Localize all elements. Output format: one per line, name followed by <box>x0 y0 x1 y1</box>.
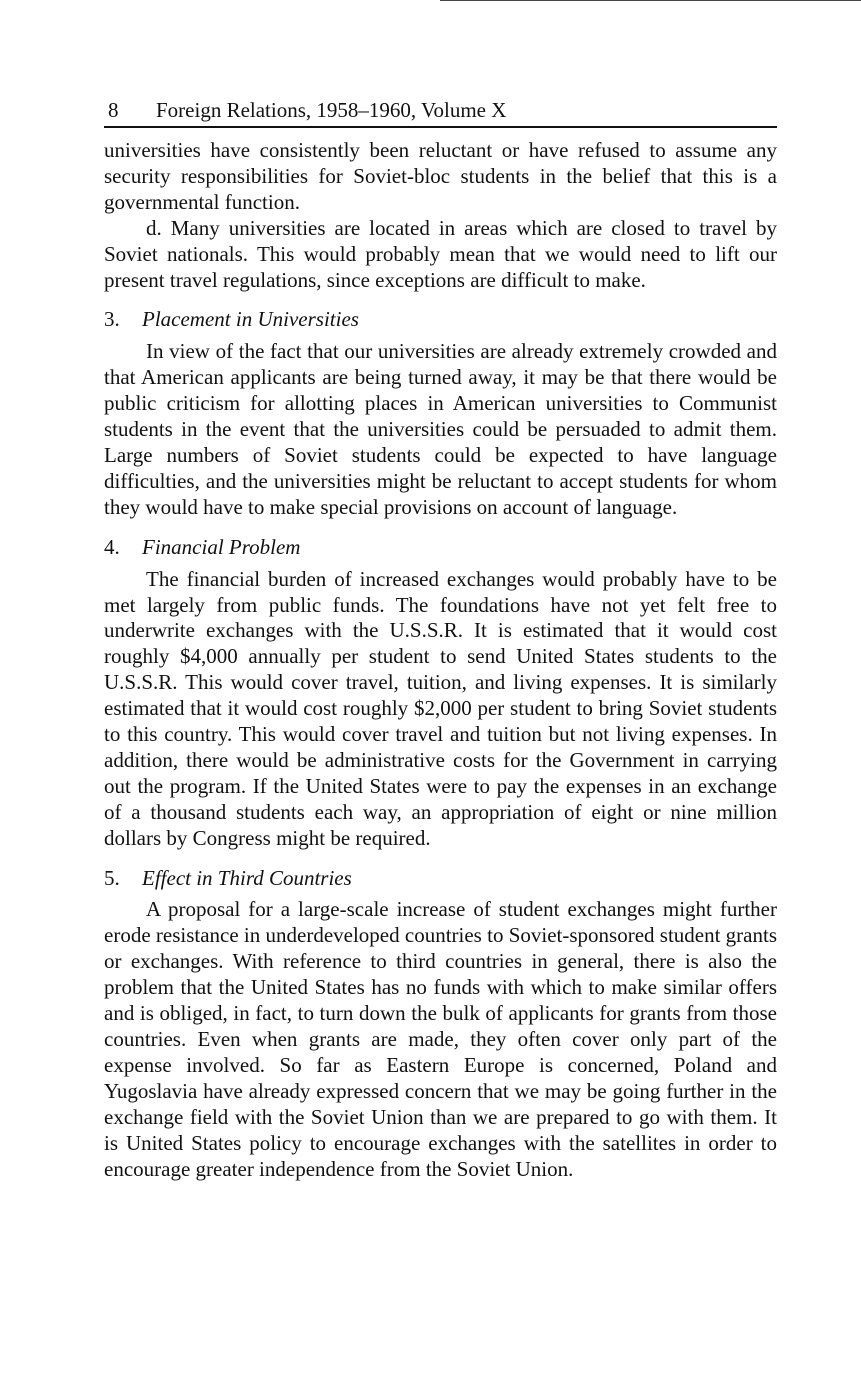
section-title: Financial Problem <box>142 534 301 559</box>
section-placement-in-universities <box>104 307 777 520</box>
section-number: 3. <box>104 307 120 332</box>
top-edge-rule <box>440 0 861 1</box>
section-heading <box>104 535 777 561</box>
section-number: 4. <box>104 534 120 559</box>
volume-title: Foreign Relations, 1958–1960, Volume X <box>156 98 507 122</box>
section-title: Effect in Third Countries <box>142 865 352 890</box>
section-financial-problem <box>104 535 777 852</box>
section-paragraph: In view of the fact that our universities are already extremely crowded and that American applicants are being turned away, it may be that there would be public criticism for allotting places in American universities to Communist students in the event that the universities could be persuaded to admit them. Large numbers of Soviet students could be expected to have language difficulties, and the universities might be reluctant to accept students for whom they would have to make special provisions on account of language. <box>104 339 777 519</box>
section-effect-in-third-countries <box>104 866 777 1183</box>
continuation-paragraph: universities have consistently been reluctant or have refused to assume any security responsibilities for Soviet-bloc students in the belief that this is a governmental function. <box>104 138 777 214</box>
running-header <box>104 96 777 128</box>
section-paragraph: A proposal for a large-scale increase of student exchanges might further erode resistance in underdeveloped countries to Soviet-sponsored student grants or exchanges. With reference to third countries in general, there is also the problem that the United States has no funds with which to make similar offers and is obliged, in fact, to turn down the bulk of applicants for grants from those countries. Even when grants are made, they often cover only part of the expense involved. So far as Eastern Europe is concerned, Poland and Yugoslavia have already expressed concern that we may be going further in the exchange field with the Soviet Union than we are prepared to go with them. It is United States policy to encourage exchanges with the satellites in order to encourage greater independence from the Soviet Union. <box>104 897 777 1181</box>
section-heading <box>104 307 777 333</box>
section-number: 5. <box>104 865 120 890</box>
page-number: 8 <box>108 98 119 122</box>
document-page <box>104 96 777 1182</box>
section-heading <box>104 866 777 892</box>
section-title: Placement in Universities <box>142 307 359 332</box>
body-text <box>104 138 777 1182</box>
item-d-paragraph: d. Many universities are located in areas which are closed to travel by Soviet nationals. This would probably mean that we would need to lift our present travel regulations, since exceptions are difficult to make. <box>104 215 777 292</box>
section-paragraph: The financial burden of increased exchanges would probably have to be met largely from public funds. The foundations have not yet felt free to underwrite exchanges with the U.S.S.R. It is estimated that it would cost roughly $4,000 annually per student to send United States students to the U.S.S.R. This would cover travel, tuition, and living expenses. It is similarly estimated that it would cost roughly $2,000 per student to bring Soviet students to this country. This would cover travel and tuition but not living expenses. In addition, there would be administrative costs for the Government in carrying out the program. If the United States were to pay the expenses in an exchange of a thousand students each way, an appropriation of eight or nine million dollars by Congress might be required. <box>104 566 777 850</box>
